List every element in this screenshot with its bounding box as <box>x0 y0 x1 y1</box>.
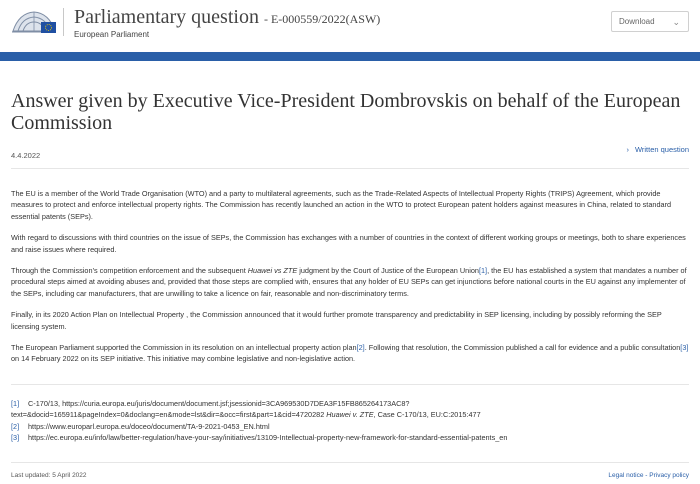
paragraph-3-text: , the EU has established a system that mandates a number of procedural steps aimed at avoiding abuses and, provided that those steps are complied with, ensures that any holder of EU SEPs can get injunctions before national courts in the EU against any implementer of the SEPs, including car manufacturers, that are unwilling to take a licence on fair, reasonable and non-discriminatory terms. <box>11 266 687 298</box>
case-name: Huawei v. ZTE <box>326 410 374 420</box>
header-title-block <box>74 6 380 39</box>
download-dropdown[interactable] <box>611 11 689 32</box>
chevron-down-icon: ⌄ <box>672 17 680 27</box>
paragraph-5-text: . Following that resolution, the Commission published a call for evidence and a public consultation <box>364 343 681 353</box>
paragraph-5 <box>11 342 689 365</box>
case-name: Huawei vs ZTE <box>247 266 298 276</box>
page-footer <box>11 472 689 479</box>
paragraph-2: With regard to discussions with third countries on the issue of SEPs, the Commission has exchanges with a number of countries in the context of different working groups or meetings, both to share experiences and raise issues where required. <box>11 233 686 254</box>
page-header <box>0 0 700 44</box>
paragraph-5-text: The European Parliament supported the Commission in its resolution on an intellectual property action plan <box>11 343 357 353</box>
paragraph-3-text: judgment by the Court of Justice of the European Union <box>297 266 479 276</box>
footer-separator: - <box>643 472 650 479</box>
footnote-ref-2[interactable]: [2] <box>356 343 365 353</box>
privacy-policy-link[interactable]: Privacy policy <box>649 472 689 479</box>
paragraph-3-text: Through the Commission’s competition enforcement and the subsequent <box>11 266 248 276</box>
footnote-number[interactable]: [3] <box>11 433 20 443</box>
answer-body <box>11 188 689 375</box>
european-parliament-logo-icon[interactable] <box>11 8 59 36</box>
answer-heading: Answer given by Executive Vice-President Dombrovskis on behalf of the European Commission <box>11 90 681 134</box>
footnote-text: https://ec.europa.eu/info/law/better-regulation/have-your-say/initiatives/13109-Intellectual-property-new-framework-for-standard-essential-patents_en <box>28 433 508 443</box>
footnote-3 <box>11 432 689 443</box>
footnote-number[interactable]: [2] <box>11 421 20 431</box>
answer-header <box>11 90 689 160</box>
chevron-right-icon: › <box>626 145 629 154</box>
footnote-2 <box>11 421 689 432</box>
logo-divider <box>63 8 64 36</box>
footnote-ref-3[interactable]: [3] <box>680 343 689 353</box>
footnotes <box>11 398 689 444</box>
paragraph-5-text: on 14 February 2022 on its SEP initiative. This initiative may combine legislative and non-legislative action. <box>11 354 356 364</box>
question-reference: - E-000559/2022(ASW) <box>263 11 381 26</box>
footer-divider <box>11 462 689 463</box>
download-label: Download <box>619 17 655 26</box>
last-updated: Last updated: 5 April 2022 <box>11 472 87 479</box>
paragraph-3 <box>11 265 689 299</box>
footnote-number[interactable]: [1] <box>11 399 20 408</box>
paragraph-1: The EU is a member of the World Trade Organisation (WTO) and a party to multilateral agreements, such as the Trade-Related Aspects of Intellectual Property Rights (TRIPS) Agreement, which provide measures to protect and enforce intellectual property rights. The Commission has recently launched an action in the WTO to protect European patent holders against measures in China, related to standard essential patents (SEPs). <box>11 189 672 221</box>
footnotes-divider <box>11 384 689 385</box>
footnote-text: https://www.europarl.europa.eu/doceo/document/TA-9-2021-0453_EN.html <box>28 421 270 431</box>
divider <box>11 168 689 169</box>
written-question-label: Written question <box>634 145 689 154</box>
footnote-text: , Case C-170/13, EU:C:2015:477 <box>373 410 481 420</box>
footer-links <box>608 472 689 479</box>
legal-notice-link[interactable]: Legal notice <box>608 472 644 479</box>
footnote-text: C-170/13, https://curia.europa.eu/juris/document/document.jsf;jsessionid=3CA969530D7DEA3F15FB865264173AC8?text=&docid=165911&pageIndex=0&doclang=en&mode=lst&dir=&occ=first&part=1&cid=4720282 <box>11 399 410 420</box>
written-question-link[interactable] <box>626 145 689 154</box>
answer-date: 4.4.2022 <box>11 151 41 160</box>
page-subtitle: European Parliament <box>74 29 150 39</box>
page-title: Parliamentary question <box>74 5 259 28</box>
footnote-ref-1[interactable]: [1] <box>478 266 488 276</box>
paragraph-4: Finally, in its 2020 Action Plan on Intellectual Property , the Commission announced that it would further promote transparency and predictability in SEP licensing, including by possibly reforming the SEP licensing system. <box>11 310 662 331</box>
header-accent-bar <box>0 52 700 61</box>
footnote-1 <box>11 398 689 421</box>
